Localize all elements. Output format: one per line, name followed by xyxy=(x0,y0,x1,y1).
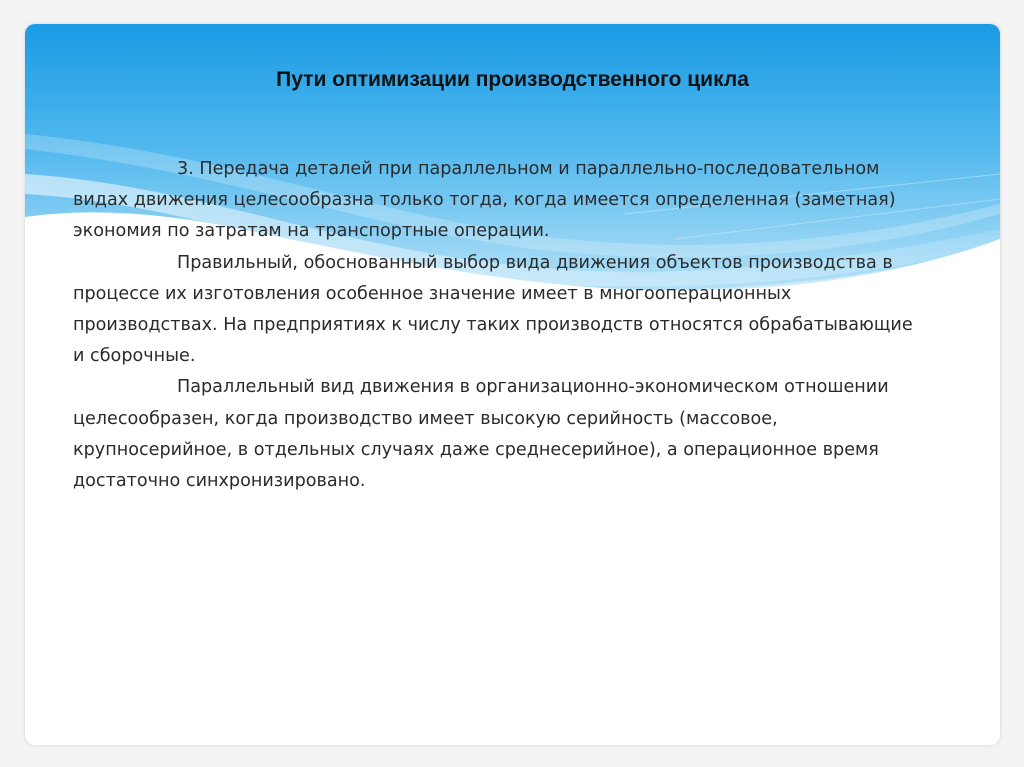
slide xyxy=(25,24,1000,745)
paragraph-parallel: Параллельный вид движения в организационно-экономическом отношении целесообразен, когда производство имеет высокую серийность (массовое, крупносерийное, в отдельных случаях даже среднесерийное), а операционное время достаточно синхронизировано. xyxy=(73,377,889,492)
slide-body xyxy=(73,154,923,497)
slide-title: Пути оптимизации производственного цикла xyxy=(276,68,749,91)
paragraph-transfer: 3. Передача деталей при параллельном и параллельно-последовательном видах движения целесообразна только тогда, когда имеется определенная (заметная) экономия по затратам на транспортные операции. xyxy=(73,159,896,242)
paragraph-choice: Правильный, обоснованный выбор вида движения объектов производства в процессе их изготовления особенное значение имеет в многооперационных производствах. На предприятиях к числу таких производств относятся обрабатывающие и сборочные. xyxy=(73,252,913,367)
